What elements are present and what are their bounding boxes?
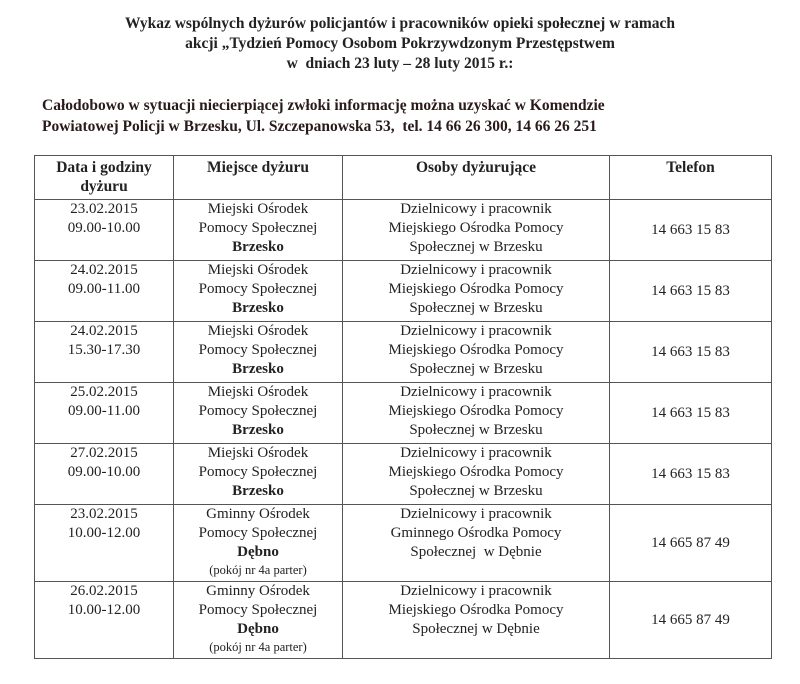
persons-line: Miejskiego Ośrodka Pomocy: [388, 464, 564, 480]
cell-place: [174, 383, 343, 444]
persons-line: Dzielnicowy i pracownik: [400, 506, 552, 522]
place-name: Brzesko: [232, 422, 284, 438]
cell-persons: [343, 200, 610, 261]
time: 09.00-11.00: [68, 403, 140, 419]
cell-persons: [343, 322, 610, 383]
cell-date: [35, 582, 174, 659]
place-name: Brzesko: [232, 483, 284, 499]
place-line: Pomocy Społecznej: [198, 464, 318, 480]
table-header-row: [35, 156, 772, 200]
place-line: Miejski Ośrodek: [207, 445, 309, 461]
cell-phone: 14 663 15 83: [610, 261, 772, 322]
place-line: Pomocy Społecznej: [198, 220, 318, 236]
persons-line: Dzielnicowy i pracownik: [400, 323, 552, 339]
time: 10.00-12.00: [67, 602, 141, 618]
table-row: [35, 261, 772, 322]
persons-line: Miejskiego Ośrodka Pomocy: [388, 342, 564, 358]
date: 27.02.2015: [70, 445, 138, 461]
time: 15.30-17.30: [67, 342, 141, 358]
cell-phone: 14 665 87 49: [610, 505, 772, 582]
header-place: Miejsce dyżuru: [174, 156, 343, 200]
cell-persons: [343, 261, 610, 322]
persons-line: Miejskiego Ośrodka Pomocy: [388, 281, 564, 297]
cell-persons: [343, 582, 610, 659]
place-name: Brzesko: [232, 361, 284, 377]
cell-persons: [343, 505, 610, 582]
persons-line: Dzielnicowy i pracownik: [400, 201, 552, 217]
place-line: Pomocy Społecznej: [198, 342, 318, 358]
persons-line: Społecznej w Dębnie: [412, 621, 540, 637]
date: 23.02.2015: [70, 201, 138, 217]
room-note: (pokój nr 4a parter): [209, 640, 307, 654]
persons-line: Dzielnicowy i pracownik: [400, 583, 552, 599]
cell-phone: 14 665 87 49: [610, 582, 772, 659]
date: 25.02.2015: [70, 384, 138, 400]
table-row: [35, 505, 772, 582]
place-line: Pomocy Społecznej: [198, 281, 318, 297]
title-line-3: w dniach 23 luty – 28 luty 2015 r.:: [286, 55, 514, 72]
place-name: Dębno: [237, 544, 279, 560]
persons-line: Dzielnicowy i pracownik: [400, 384, 552, 400]
header-phone: Telefon: [610, 156, 772, 200]
table-row: [35, 383, 772, 444]
place-name: Brzesko: [232, 300, 284, 316]
title-line-1: Wykaz wspólnych dyżurów policjantów i pracowników opieki społecznej w ramach: [124, 15, 676, 32]
persons-line: Dzielnicowy i pracownik: [400, 262, 552, 278]
place-name: Brzesko: [232, 239, 284, 255]
persons-line: Gminnego Ośrodka Pomocy: [390, 525, 562, 541]
cell-place: [174, 261, 343, 322]
cell-date: [35, 505, 174, 582]
date: 24.02.2015: [70, 323, 138, 339]
contact-info: [42, 95, 782, 137]
cell-date: [35, 200, 174, 261]
place-line: Miejski Ośrodek: [207, 262, 309, 278]
title-line-2: akcji „Tydzień Pomocy Osobom Pokrzywdzonym Przestępstwem: [185, 35, 615, 52]
table-row: [35, 582, 772, 659]
cell-place: [174, 582, 343, 659]
cell-place: [174, 505, 343, 582]
date: 23.02.2015: [70, 506, 138, 522]
persons-line: Społecznej w Brzesku: [409, 300, 543, 316]
info-line-2: Powiatowej Policji w Brzesku, Ul. Szczepanowska 53, tel. 14 66 26 300, 14 66 26 251: [42, 118, 597, 135]
header-persons: Osoby dyżurujące: [343, 156, 610, 200]
place-line: Miejski Ośrodek: [207, 201, 309, 217]
persons-line: Miejskiego Ośrodka Pomocy: [388, 403, 564, 419]
cell-phone: 14 663 15 83: [610, 444, 772, 505]
info-line-1: Całodobowo w sytuacji niecierpiącej zwłoki informację można uzyskać w Komendzie: [42, 97, 605, 114]
date: 26.02.2015: [70, 583, 138, 599]
table-row: [35, 322, 772, 383]
cell-persons: [343, 383, 610, 444]
time: 09.00-11.00: [68, 281, 140, 297]
duty-schedule-table: [34, 155, 772, 659]
time: 10.00-12.00: [67, 525, 141, 541]
table-row: [35, 444, 772, 505]
place-line: Miejski Ośrodek: [207, 323, 309, 339]
header-date: Data i godziny dyżuru: [35, 156, 174, 200]
cell-date: [35, 261, 174, 322]
date: 24.02.2015: [70, 262, 138, 278]
persons-line: Dzielnicowy i pracownik: [400, 445, 552, 461]
persons-line: Społecznej w Brzesku: [409, 361, 543, 377]
persons-line: Społecznej w Brzesku: [409, 239, 543, 255]
cell-persons: [343, 444, 610, 505]
persons-line: Miejskiego Ośrodka Pomocy: [388, 602, 564, 618]
place-line: Pomocy Społecznej: [198, 602, 318, 618]
time: 09.00-10.00: [67, 220, 141, 236]
cell-phone: 14 663 15 83: [610, 322, 772, 383]
persons-line: Społecznej w Dębnie: [410, 544, 542, 560]
place-line: Pomocy Społecznej: [198, 525, 318, 541]
persons-line: Miejskiego Ośrodka Pomocy: [388, 220, 564, 236]
place-line: Miejski Ośrodek: [207, 384, 309, 400]
cell-date: [35, 383, 174, 444]
cell-place: [174, 444, 343, 505]
cell-place: [174, 322, 343, 383]
place-line: Gminny Ośrodek: [206, 583, 310, 599]
persons-line: Społecznej w Brzesku: [409, 422, 543, 438]
time: 09.00-10.00: [67, 464, 141, 480]
table-row: [35, 200, 772, 261]
cell-date: [35, 322, 174, 383]
persons-line: Społecznej w Brzesku: [409, 483, 543, 499]
cell-date: [35, 444, 174, 505]
cell-place: [174, 200, 343, 261]
cell-phone: 14 663 15 83: [610, 200, 772, 261]
place-name: Dębno: [237, 621, 279, 637]
document-title: [0, 14, 800, 74]
room-note: (pokój nr 4a parter): [209, 563, 307, 577]
cell-phone: 14 663 15 83: [610, 383, 772, 444]
place-line: Pomocy Społecznej: [198, 403, 318, 419]
place-line: Gminny Ośrodek: [206, 506, 310, 522]
